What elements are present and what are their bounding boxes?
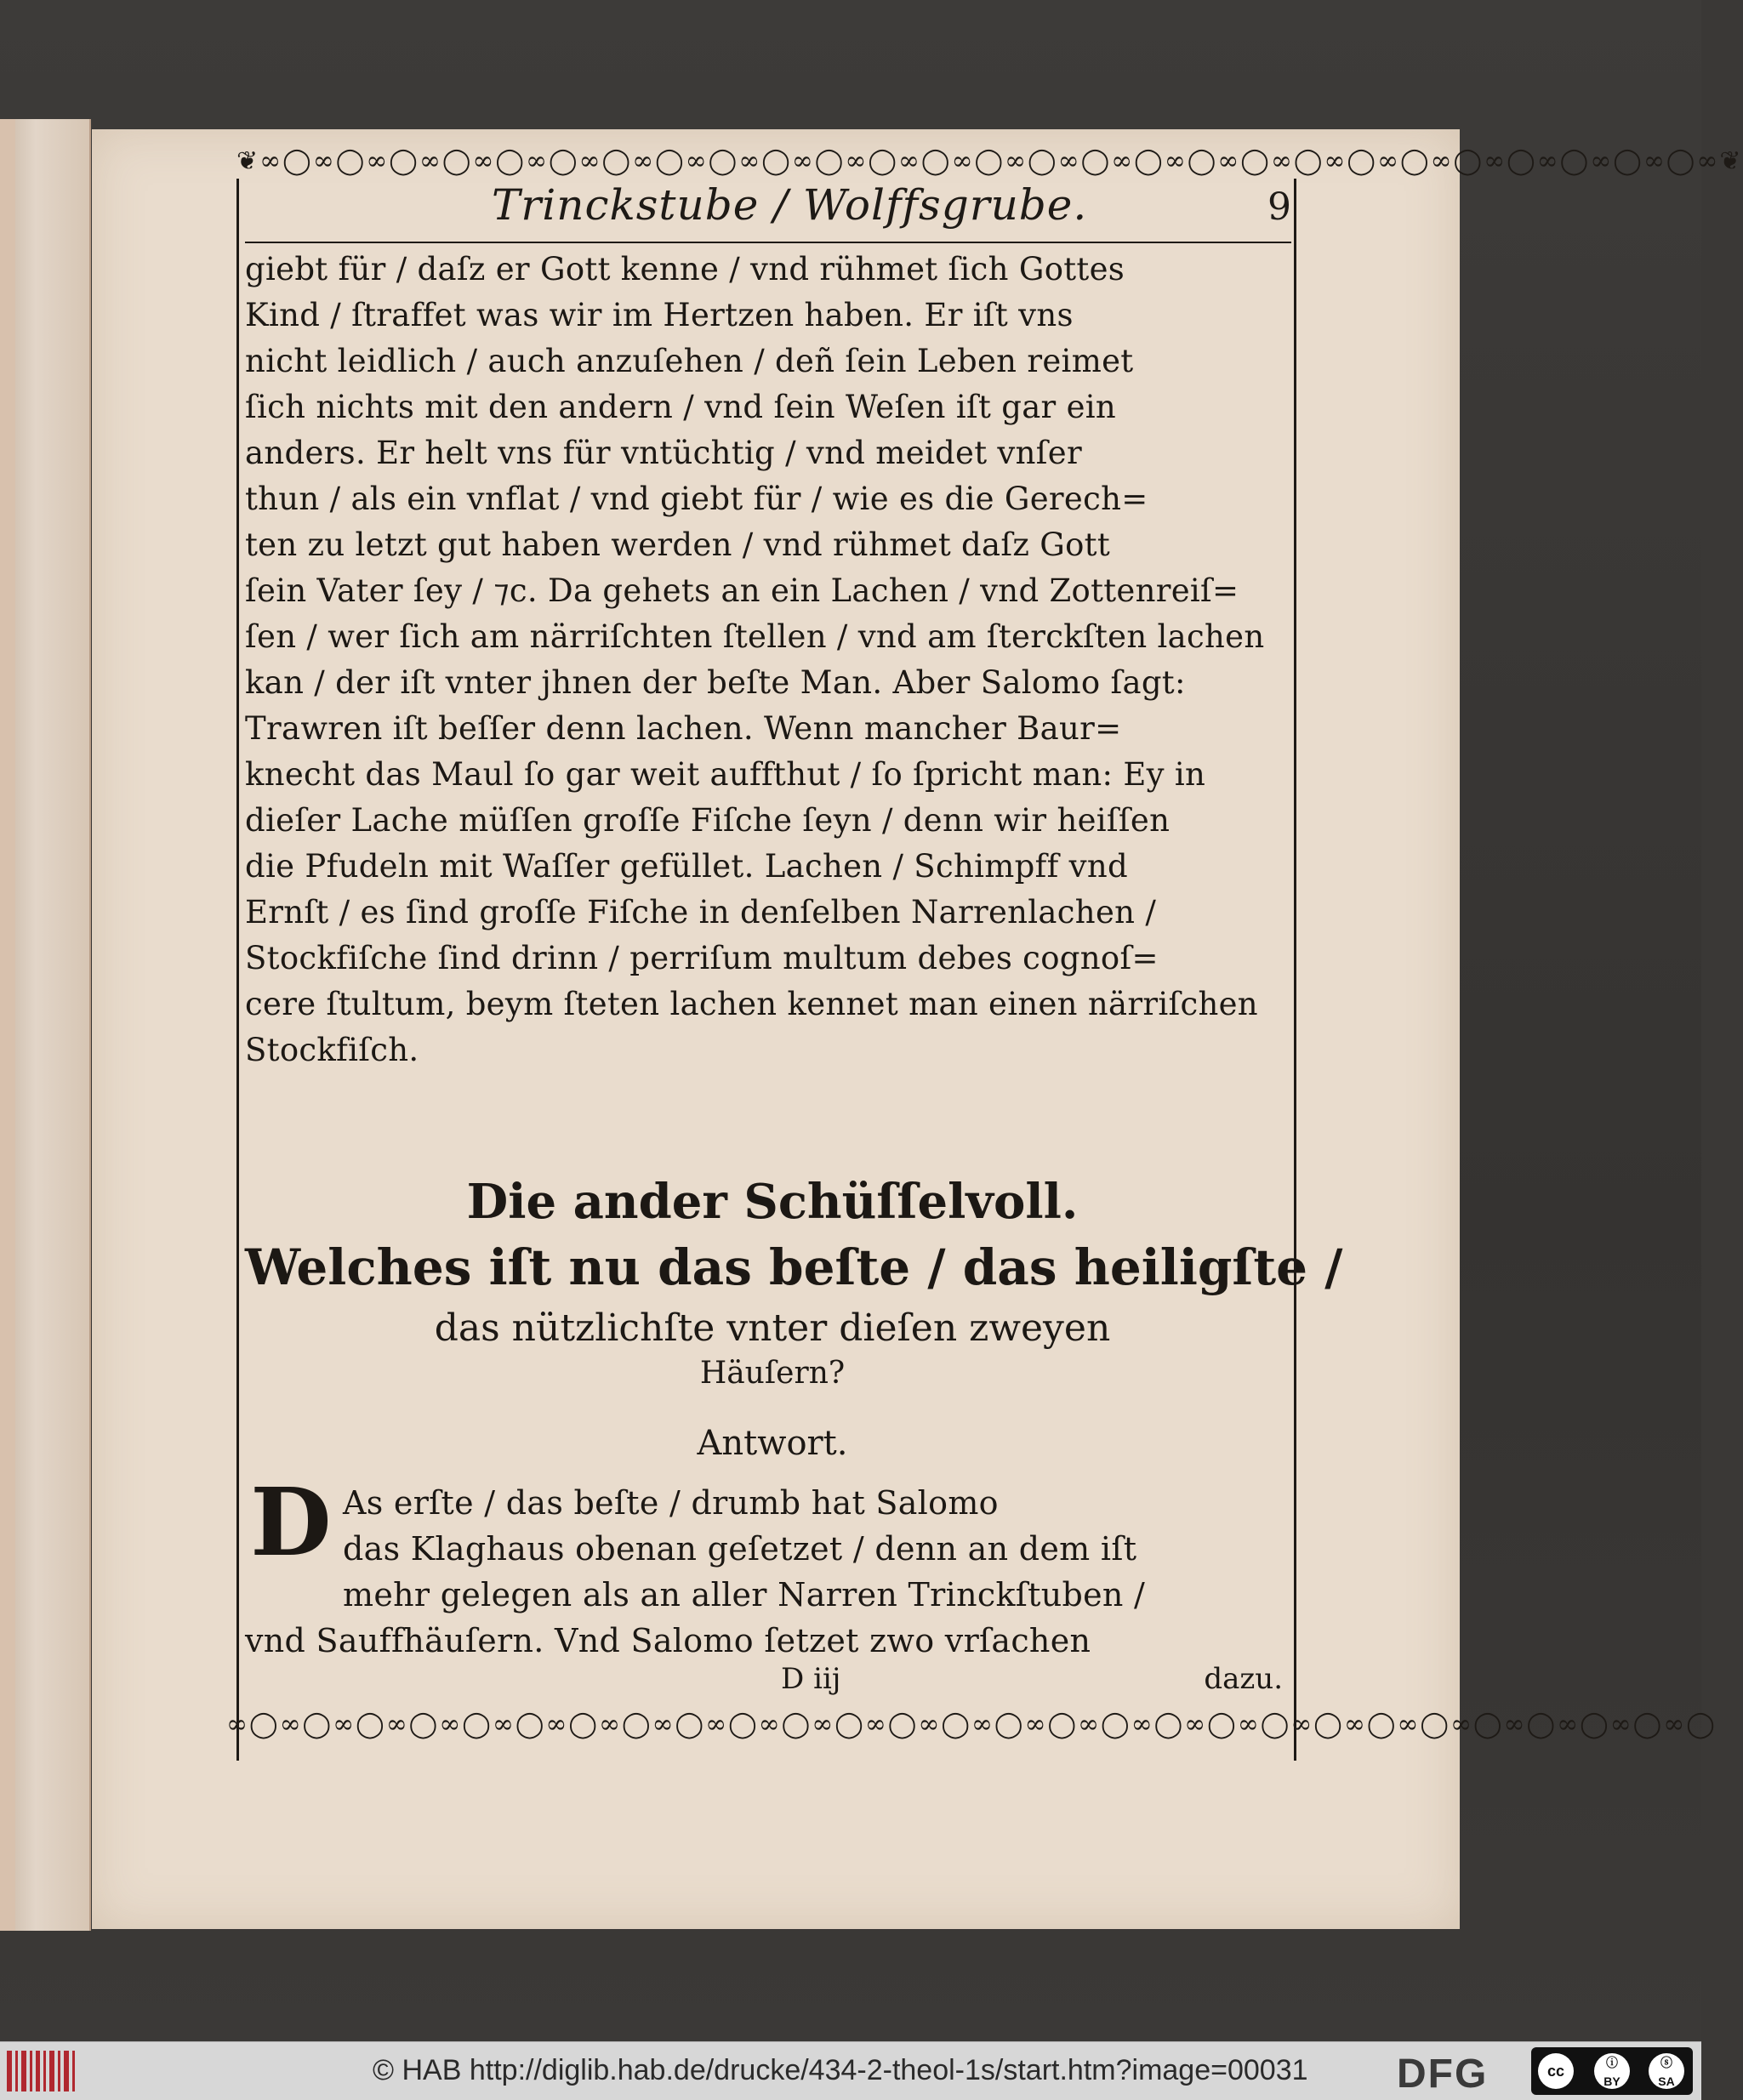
- answer-label: Antwort.: [697, 1424, 848, 1463]
- adjacent-page-strip: [0, 119, 15, 1931]
- text-line: Kind / ſtraffet was wir im Hertzen haben. Er iſt vns: [245, 297, 1074, 333]
- creative-commons-license-badge[interactable]: [1531, 2047, 1693, 2095]
- share-alike-icon: [1649, 2053, 1684, 2089]
- text-line: anders. Er helt vns für vntüchtig / vnd meidet vnſer: [245, 435, 1082, 471]
- question-heading-line-3: Häuſern?: [699, 1356, 846, 1391]
- answer-text: [245, 1480, 1300, 1664]
- copyright-credit-link[interactable]: © HAB http://diglib.hab.de/drucke/434-2-theol-1s/start.htm?image=00031: [373, 2054, 1308, 2086]
- text-line: dieſer Lache müſſen groſſe Fiſche ſeyn / denn wir heiſſen: [245, 802, 1171, 839]
- viewer-footer-bar: [0, 2041, 1701, 2100]
- text-line: cere ſtultum, beym ſteten lachen kennet man einen närriſchen: [245, 986, 1258, 1022]
- text-line: die Pfudeln mit Waſſer gefüllet. Lachen / Schimpff vnd: [245, 848, 1128, 885]
- question-heading-line-2: das nützlichſte vnter dieſen zweyen: [434, 1306, 1111, 1350]
- text-line: ſich nichts mit den andern / vnd ſein Weſen iſt gar ein: [245, 389, 1117, 425]
- header-rule: [245, 242, 1291, 243]
- running-header: [271, 180, 1291, 240]
- share-alike-glyph: ⓢ: [1660, 2056, 1672, 2069]
- running-title: Trinckstube / Wolffsgrube.: [492, 180, 1088, 230]
- text-line: nicht leidlich / auch anzuſehen / deñ ſein Leben reimet: [245, 343, 1134, 379]
- text-line: ten zu letzt gut haben werden / vnd rühmet daſz Gott: [245, 526, 1111, 563]
- signature-mark: D iij: [781, 1662, 841, 1696]
- text-line: Stockfiſch.: [245, 1032, 419, 1068]
- book-page: [92, 129, 1743, 1929]
- library-logo-icon: [7, 2051, 75, 2091]
- text-line: Trawren iſt beſſer denn lachen. Wenn mancher Baur=: [245, 710, 1122, 747]
- dfg-logo: DFG: [1397, 2052, 1489, 2097]
- page-number: 9: [1267, 185, 1291, 229]
- signature-line: [245, 1662, 1300, 1704]
- catchword: dazu.: [1204, 1662, 1283, 1696]
- text-line: Ernſt / es ſind groſſe Fiſche in denſelben Narrenlachen /: [245, 894, 1157, 930]
- decorated-initial: D: [250, 1467, 332, 1577]
- text-line: thun / als ein vnflat / vnd giebt für / wie es die Gerech=: [245, 481, 1148, 517]
- section-heading: Die ander Schüſſelvoll.: [466, 1174, 1079, 1230]
- top-ornament-border: ❦∞◯∞◯∞◯∞◯∞◯∞◯∞◯∞◯∞◯∞◯∞◯∞◯∞◯∞◯∞◯∞◯∞◯∞◯∞◯∞◯∞◯∞◯∞◯∞◯∞◯∞◯∞◯∞❦: [236, 145, 1743, 176]
- text-line: mehr gelegen als an aller Narren Trinckſtuben /: [343, 1576, 1146, 1613]
- attribution-glyph: ⓘ: [1606, 2056, 1618, 2069]
- cc-icon: cc: [1538, 2053, 1574, 2089]
- share-alike-label: SA: [1658, 2074, 1675, 2088]
- text-line: das Klaghaus obenan geſetzet / denn an dem iſt: [343, 1530, 1137, 1568]
- left-frame-rule: [236, 179, 239, 1761]
- text-line: Stockfiſche ſind drinn / perriſum multum debes cognoſ=: [245, 940, 1159, 976]
- bottom-ornament-border: ∞◯∞◯∞◯∞◯∞◯∞◯∞◯∞◯∞◯∞◯∞◯∞◯∞◯∞◯∞◯∞◯∞◯∞◯∞◯∞◯∞◯∞◯∞◯∞◯∞◯∞◯∞◯∞◯: [226, 1709, 1717, 1739]
- attribution-label: BY: [1603, 2074, 1621, 2088]
- text-line: kan / der iſt vnter jhnen der beſte Man. Aber Salomo ſagt:: [245, 664, 1186, 701]
- question-heading-line-1: Welches iſt nu das beſte / das heiligſte /: [245, 1238, 1343, 1296]
- adjacent-page-edge: [0, 119, 91, 1931]
- text-line: vnd Sauffhäuſern. Vnd Salomo ſetzet zwo vrſachen: [245, 1622, 1091, 1659]
- text-line: ſen / wer ſich am närriſchten ſtellen / vnd am ſterckſten lachen: [245, 618, 1265, 655]
- text-line: giebt für / daſz er Gott kenne / vnd rühmet ſich Gottes: [245, 251, 1125, 287]
- text-line: ſein Vater ſey / ⁊c. Da gehets an ein Lachen / vnd Zottenreiſ=: [245, 572, 1239, 609]
- text-line: As erſte / das beſte / drumb hat Salomo: [343, 1484, 999, 1522]
- text-line: knecht das Maul ſo gar weit auffthut / ſo ſpricht man: Ey in: [245, 756, 1206, 793]
- body-text: [245, 247, 1300, 1073]
- attribution-icon: [1594, 2053, 1630, 2089]
